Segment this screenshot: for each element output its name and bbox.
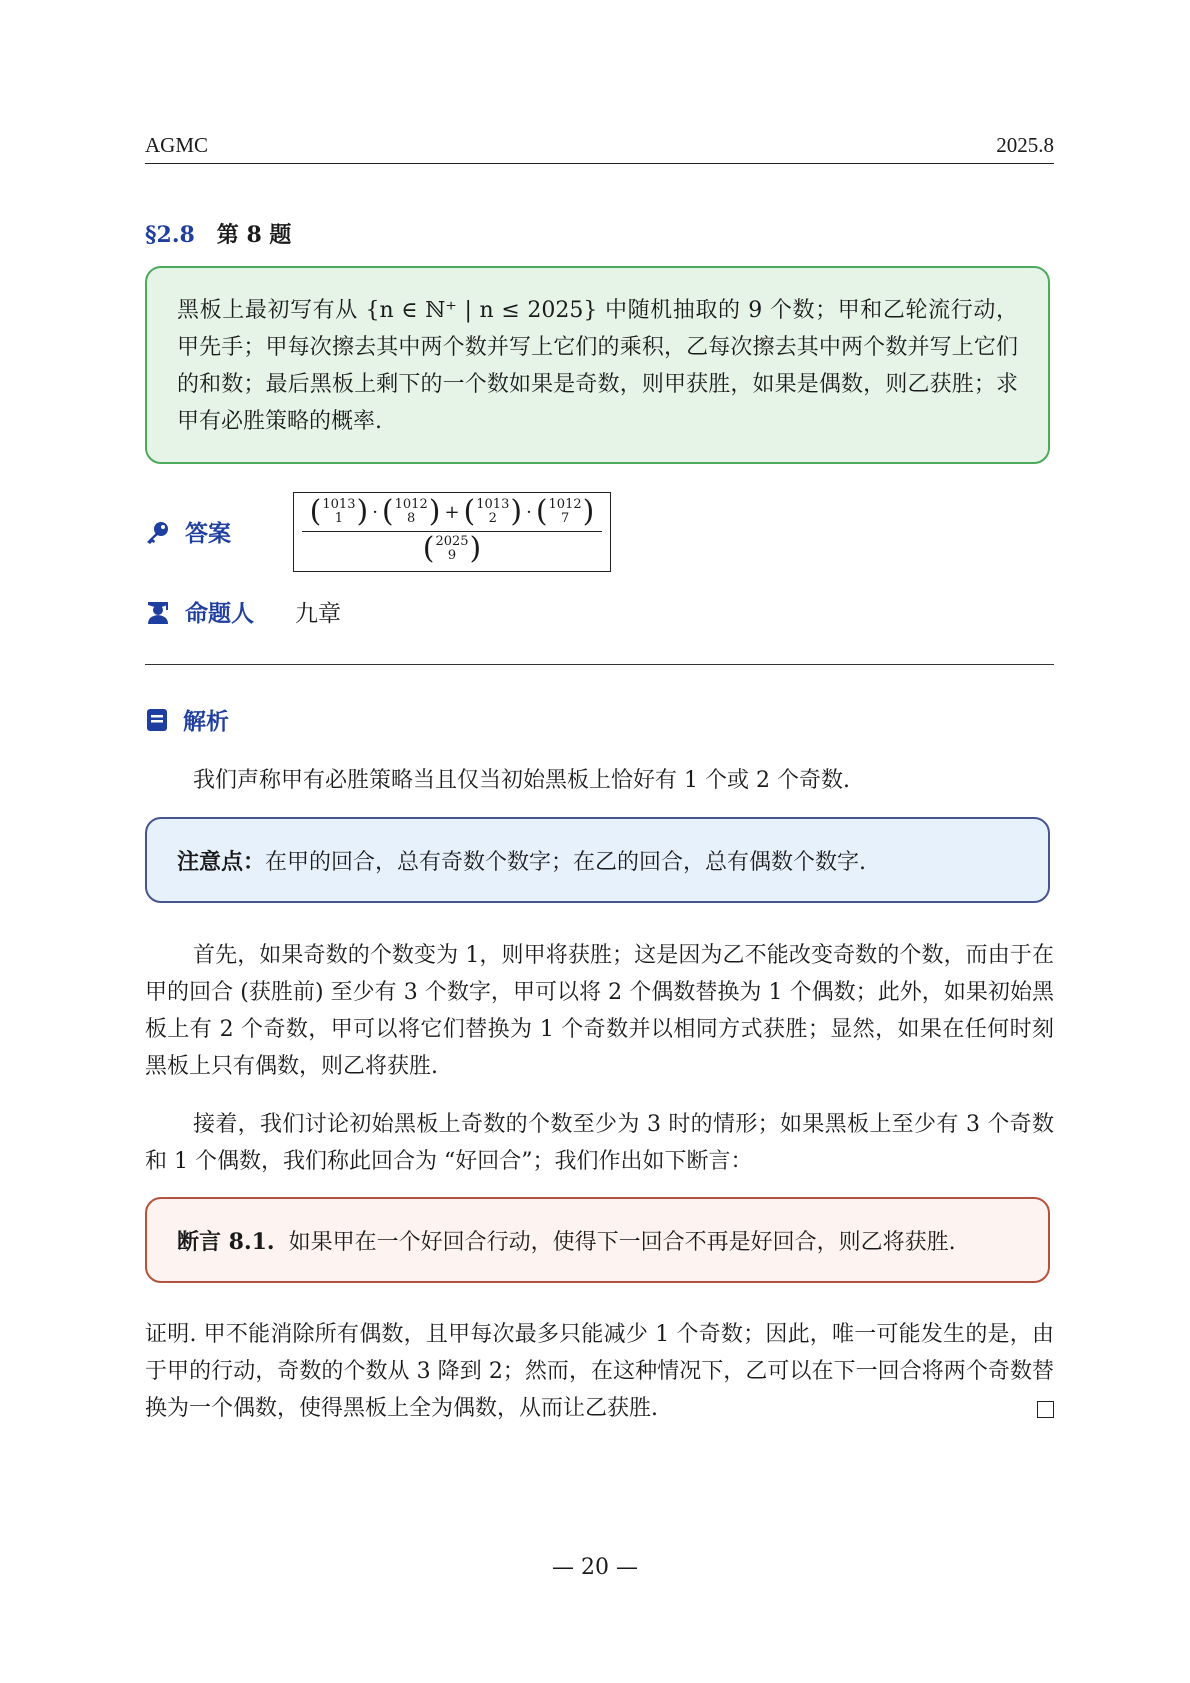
- answer-label: 答案: [185, 520, 231, 547]
- section-title: [145, 218, 291, 249]
- problem-text: 黑板上最初写有从 {n ∈ ℕ⁺ | n ≤ 2025} 中随机抽取的 9 个数；甲和乙轮流行动，甲先手；甲每次擦去其中两个数并写上它们的乘积，乙每次擦去其中两个数并写上它们的和数；最后黑板上剩下的一个数如果是奇数，则甲获胜，如果是偶数，则乙获胜；求甲有必胜策略的概率.: [177, 298, 1018, 434]
- author-name: 九章: [295, 601, 341, 627]
- fraction-bar: [302, 531, 602, 532]
- problem-box: [145, 266, 1050, 464]
- binom-1012-8: ( 1012 8 ): [381, 494, 441, 529]
- note-box: [145, 817, 1050, 903]
- answer-box: [293, 492, 611, 572]
- section-name: 第 8 题: [216, 222, 292, 248]
- binom-1013-2: ( 1013 2 ): [463, 494, 523, 529]
- divider: [145, 664, 1054, 665]
- header-right: 2025.8: [996, 133, 1054, 157]
- header-left: AGMC: [145, 133, 209, 157]
- paragraph-1: 首先，如果奇数的个数变为 1，则甲将获胜；这是因为乙不能改变奇数的个数，而由于在甲的回合 (获胜前) 至少有 3 个数字，甲可以将 2 个偶数替换为 1 个偶数；此外，如果初始黑板上有 2 个奇数，甲可以将它们替换为 1 个奇数并以相同方式获胜；显然，如果在任何时刻黑板上只有偶数，则乙将获胜.: [145, 943, 1054, 1079]
- assertion-label: 断言 8.1.: [177, 1229, 275, 1255]
- book-icon: [145, 707, 169, 733]
- author-label-row: [145, 595, 254, 628]
- note-label: 注意点：: [177, 849, 266, 875]
- answer-numerator: ( 1013 1 ) · ( 1012 8 ) + ( 1013 2 ) · ( 1012 7 ): [309, 494, 595, 529]
- answer-label-row: [145, 515, 231, 548]
- binom-1013-1: ( 1013 1 ): [309, 494, 369, 529]
- proof-label: 证明.: [145, 1322, 197, 1347]
- qed-symbol: [1037, 1401, 1054, 1418]
- paragraph-2: 接着，我们讨论初始黑板上奇数的个数至少为 3 时的情形；如果黑板上至少有 3 个奇数和 1 个偶数，我们称此回合为 “好回合”；我们作出如下断言：: [145, 1112, 1054, 1174]
- claim-intro: 我们声称甲有必胜策略当且仅当初始黑板上恰好有 1 个或 2 个奇数.: [193, 768, 850, 793]
- graduate-icon: [145, 599, 171, 625]
- assertion-text: 如果甲在一个好回合行动，使得下一回合不再是好回合，则乙将获胜.: [288, 1230, 956, 1255]
- note-text: 在甲的回合，总有奇数个数字；在乙的回合，总有偶数个数字.: [265, 850, 867, 875]
- analysis-label: 解析: [183, 708, 229, 735]
- binom-1012-7: ( 1012 7 ): [535, 494, 595, 529]
- answer-denominator: [294, 531, 610, 566]
- binom-2025-9: ( 2025 9 ): [422, 531, 482, 566]
- assertion-box: [145, 1197, 1050, 1283]
- proof-text: 甲不能消除所有偶数，且甲每次最多只能减少 1 个奇数；因此，唯一可能发生的是，由于甲的行动，奇数的个数从 3 降到 2；然而，在这种情况下，乙可以在下一回合将两个奇数替换为一个偶数，使得黑板上全为偶数，从而让乙获胜.: [145, 1322, 1054, 1421]
- author-label: 命题人: [185, 600, 254, 627]
- page-number: — 20 —: [552, 1555, 638, 1580]
- key-icon: [145, 519, 171, 545]
- page-header: [145, 133, 1054, 164]
- analysis-label-row: [145, 703, 229, 736]
- proof: [145, 1316, 1054, 1427]
- section-number: §2.8: [145, 222, 195, 248]
